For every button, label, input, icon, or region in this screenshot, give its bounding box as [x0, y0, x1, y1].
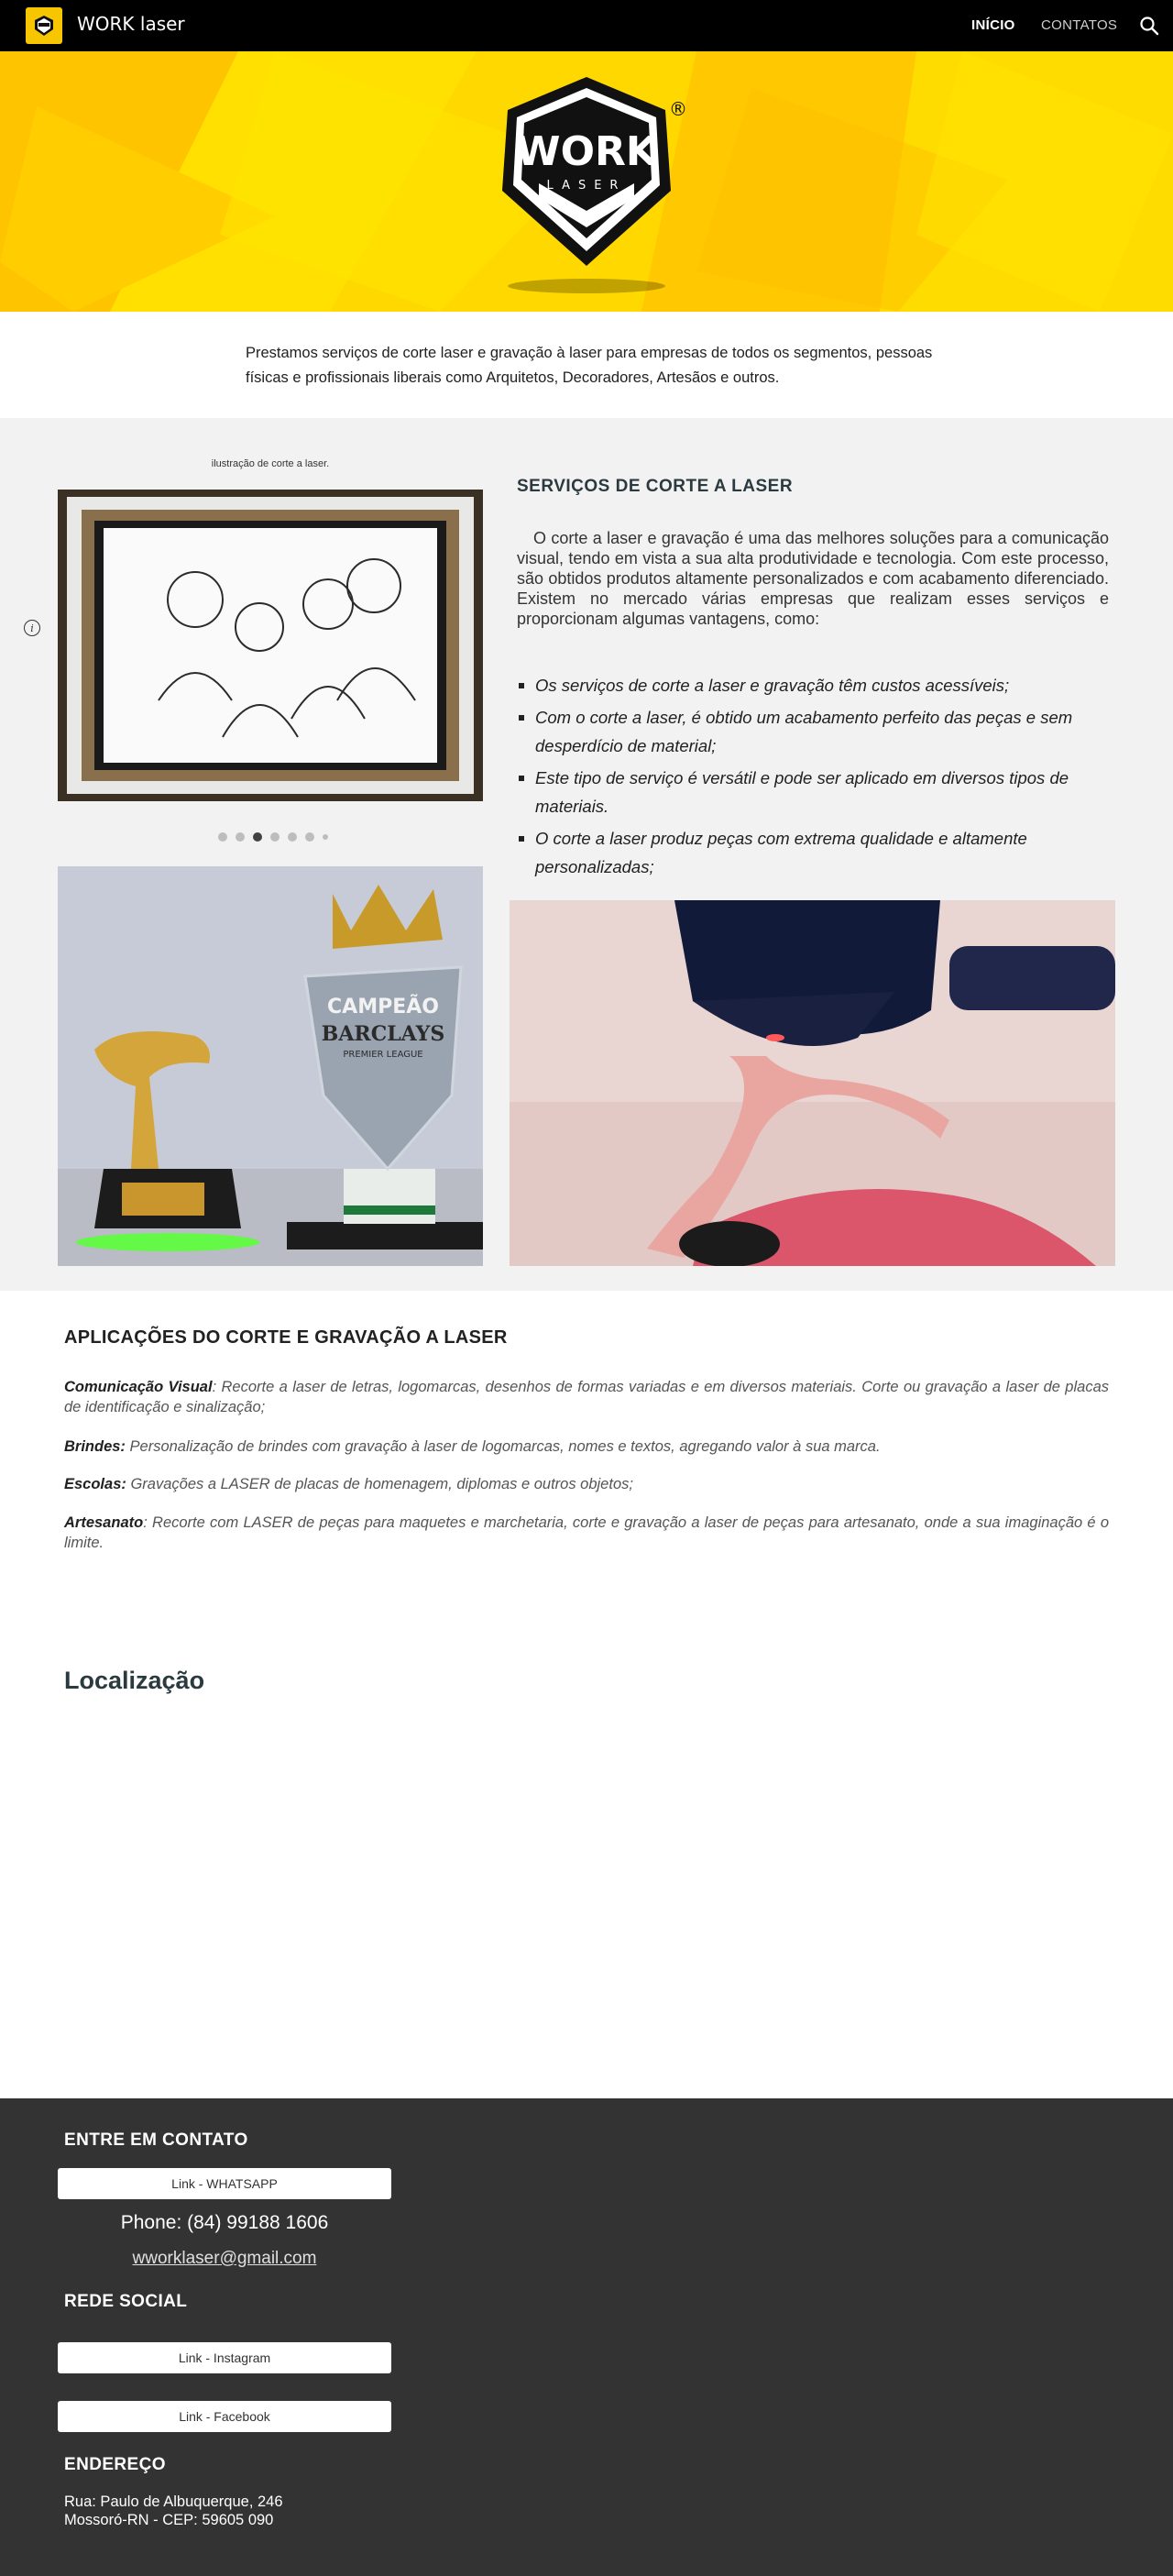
carousel-image-framed-portrait[interactable]	[58, 490, 483, 801]
site-title-link[interactable]: WORK laser	[77, 13, 185, 35]
services-paragraph: O corte a laser e gravação é uma das melhores soluções para a comunicação visual, tendo em vista a sua alta produtividade e tecnologia. Com este processo, são obtidos produtos altamente personalizados e com acabamento diferenciado. Existem no mercado várias empresas que realizam esses serviços e proporcionam algumas vantagens, como:	[517, 529, 1109, 628]
application-term: Artesanato	[64, 1514, 144, 1531]
footer	[0, 2098, 1173, 2576]
instagram-link-button[interactable]: Link - Instagram	[58, 2342, 391, 2373]
trophy-image	[58, 866, 483, 1266]
laser-cutting-image	[510, 900, 1115, 1266]
applications-title: APLICAÇÕES DO CORTE E GRAVAÇÃO A LASER	[64, 1327, 508, 1348]
carousel-dot[interactable]	[270, 832, 280, 842]
hero-logo-sub: LASER	[546, 179, 627, 193]
carousel-dot[interactable]	[236, 832, 245, 842]
application-item	[64, 1474, 1109, 1494]
services-section	[0, 418, 1173, 1291]
hero-banner	[0, 51, 1173, 312]
location-title: Localização	[64, 1667, 205, 1694]
trophy-label-campeao: CAMPEÃO	[327, 996, 439, 1018]
intro-section	[0, 312, 1173, 418]
work-laser-logo	[484, 70, 689, 297]
services-title: SERVIÇOS DE CORTE A LASER	[517, 477, 794, 496]
nav-item-inicio[interactable]: INÍCIO	[971, 17, 1015, 33]
carousel-pagination	[218, 832, 328, 842]
application-text: Recorte com LASER de peças para maquetes e marchetaria, corte e gravação a laser de peças para artesanato, onde a sua imaginação é o limite.	[64, 1514, 1109, 1551]
carousel-dot[interactable]	[305, 832, 314, 842]
registered-mark: ®	[669, 98, 687, 120]
trophy-label-barclays: BARCLAYS	[321, 1022, 445, 1046]
application-separator: :	[143, 1514, 153, 1531]
nav-item-contatos[interactable]: CONTATOS	[1041, 17, 1118, 33]
address-line-1: Rua: Paulo de Albuquerque, 246	[64, 2493, 283, 2510]
application-term: Brindes:	[64, 1438, 126, 1455]
facebook-link-button[interactable]: Link - Facebook	[58, 2401, 391, 2432]
carousel-dot-active[interactable]	[253, 832, 262, 842]
application-text: Recorte a laser de letras, logomarcas, desenhos de formas variadas e em diversos materiais. Corte ou gravação a laser de placas de identificação e sinalização;	[64, 1379, 1109, 1415]
trophy-label-league: PREMIER LEAGUE	[343, 1050, 423, 1060]
carousel-dot[interactable]	[288, 832, 297, 842]
application-term: Escolas:	[64, 1476, 126, 1492]
list-item: Os serviços de corte a laser e gravação têm custos acessíveis;	[517, 671, 1109, 699]
hero-logo-word: WORK	[516, 128, 657, 175]
application-term: Comunicação Visual	[64, 1379, 213, 1395]
application-text: Gravações a LASER de placas de homenagem, diplomas e outros objetos;	[130, 1476, 633, 1492]
info-icon[interactable]: i	[24, 620, 40, 636]
contact-heading: ENTRE EM CONTATO	[64, 2130, 248, 2150]
intro-text: Prestamos serviços de corte laser e gravação à laser para empresas de todos os segmentos, pessoas físicas e profissionais liberais como Arquitetos, Decoradores, Artesãos e outros.	[246, 345, 933, 386]
application-item	[64, 1437, 1109, 1457]
application-separator: :	[212, 1379, 222, 1395]
social-heading: REDE SOCIAL	[64, 2292, 188, 2311]
application-item	[64, 1377, 1109, 1417]
application-text: Personalização de brindes com gravação à laser de logomarcas, nomes e textos, agregando valor à sua marca.	[129, 1438, 881, 1455]
carousel-dot[interactable]	[218, 832, 227, 842]
top-navigation-bar	[0, 0, 1173, 51]
address-line-2: Mossoró-RN - CEP: 59605 090	[64, 2512, 274, 2528]
site-logo-icon[interactable]	[26, 7, 62, 44]
whatsapp-link-button[interactable]: Link - WHATSAPP	[58, 2168, 391, 2199]
carousel-dot[interactable]	[323, 834, 328, 840]
search-icon[interactable]	[1136, 13, 1162, 39]
phone-text: Phone: (84) 99188 1606	[120, 2212, 329, 2233]
address-heading: ENDEREÇO	[64, 2455, 166, 2474]
list-item: Este tipo de serviço é versátil e pode ser aplicado em diversos tipos de materiais.	[517, 764, 1109, 820]
carousel-caption: ilustração de corte a laser.	[211, 458, 330, 469]
list-item: O corte a laser produz peças com extrema qualidade e altamente personalizadas;	[517, 824, 1109, 881]
list-item: Com o corte a laser, é obtido um acabamento perfeito das peças e sem desperdício de material;	[517, 703, 1109, 760]
services-benefits-list	[517, 671, 1109, 885]
email-link[interactable]: wworklaser@gmail.com	[132, 2249, 317, 2268]
application-item	[64, 1513, 1109, 1553]
